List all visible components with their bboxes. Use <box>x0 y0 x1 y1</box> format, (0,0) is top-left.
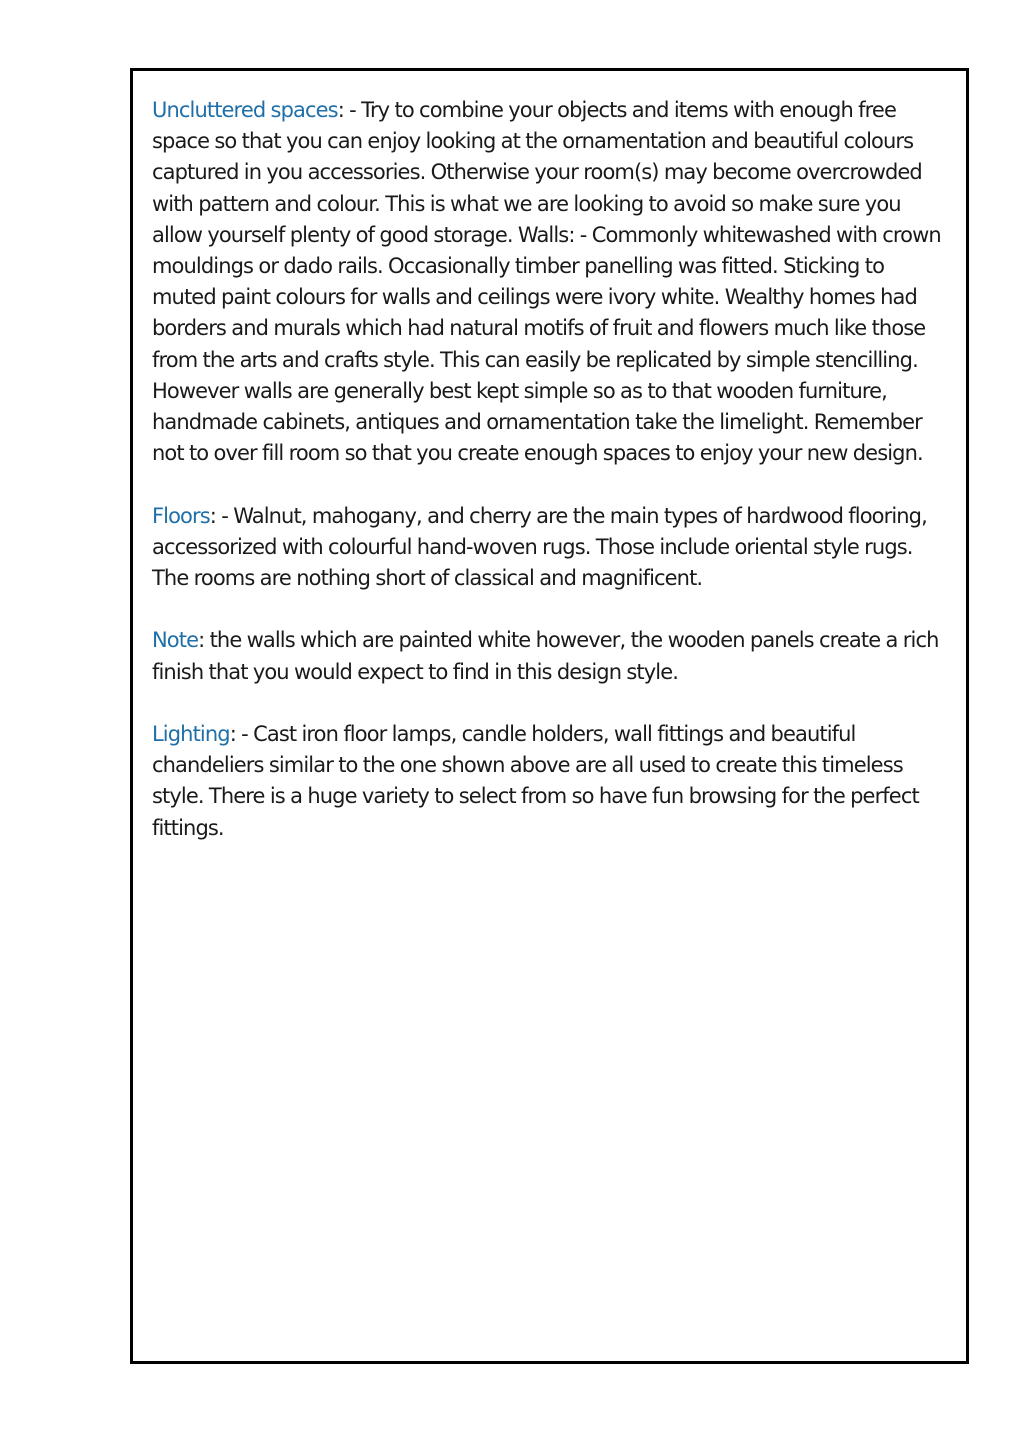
paragraph-text: : - Walnut, mahogany, and cherry are the main types of hardwood flooring, accessorized with colourful hand-woven rugs. Those include oriental style rugs. The rooms are nothing short of classical and magnificent. <box>152 503 927 591</box>
paragraph-uncluttered-spaces <box>152 95 952 469</box>
heading-uncluttered-spaces: Uncluttered spaces <box>152 98 338 122</box>
paragraph-lighting <box>152 719 952 844</box>
paragraph-text: : - Cast iron floor lamps, candle holders, wall fittings and beautiful chandeliers similar to the one shown above are all used to create this timeless style. There is a huge variety to select from so have fun browsing for the perfect fittings. <box>152 722 919 840</box>
paragraph-text: : the walls which are painted white however, the wooden panels create a rich finish that you would expect to find in this design style. <box>152 628 939 684</box>
paragraph-text: : - Try to combine your objects and items with enough free space so that you can enjoy looking at the ornamentation and beautiful colours captured in you accessories. Otherwise your room(s) may become overcrowded with pattern and colour. This is what we are looking to avoid so make sure you allow yourself plenty of good storage. Walls: - Commonly whitewashed with crown mouldings or dado rails. Occasionally timber panelling was fitted. Sticking to muted paint colours for walls and ceilings were ivory white. Wealthy homes had borders and murals which had natural motifs of fruit and flowers much like those from the arts and crafts style. This can easily be replicated by simple stencilling. However walls are generally best kept simple so as to that wooden furniture, handmade cabinets, antiques and ornamentation take the limelight. Remember not to over fill room so that you create enough spaces to enjoy your new design. <box>152 98 941 466</box>
page-frame <box>130 68 969 1364</box>
heading-floors: Floors <box>152 503 210 528</box>
paragraph-note <box>152 625 952 687</box>
document-body <box>152 95 952 875</box>
paragraph-floors <box>152 501 952 595</box>
heading-lighting: Lighting <box>152 722 230 747</box>
heading-note: Note <box>152 628 199 653</box>
